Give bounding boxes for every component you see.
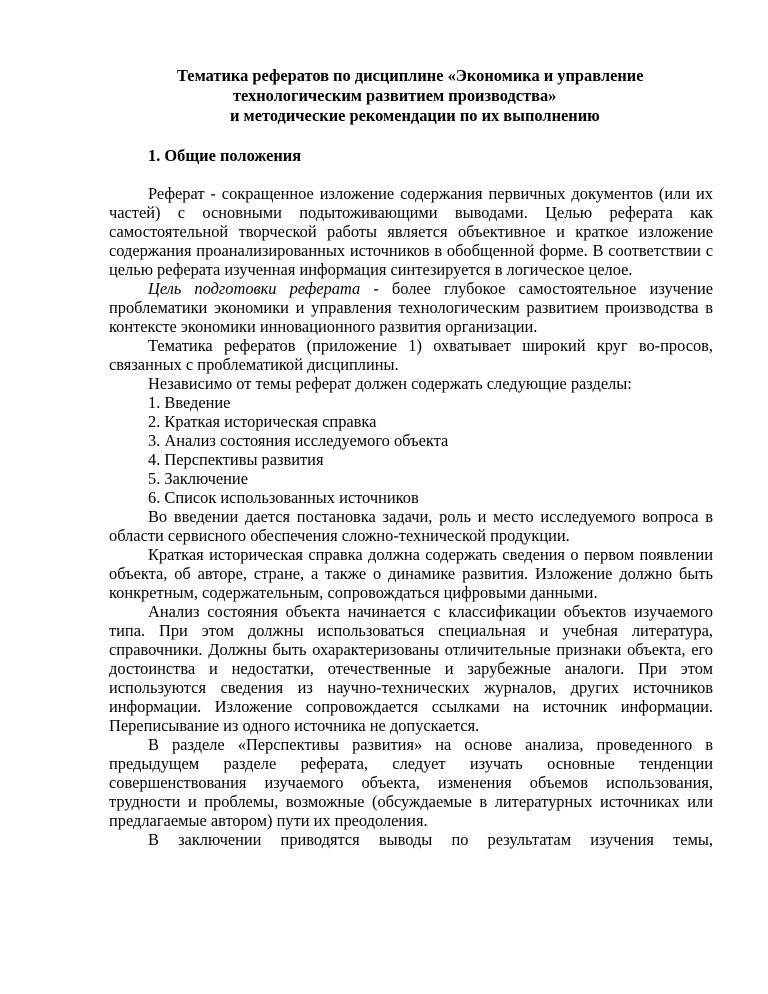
list-item: 4. Перспективы развития bbox=[148, 450, 324, 469]
paragraph-perspectives: В разделе «Перспективы развития» на основе анализа, проведенного в предыдущем разделе реферата, следует изучать основные тенденции совершенствования изучаемого объекта, изменения объемов использования, трудности и проблемы, возможные (обсуждаемые в литературных источниках или предлагаемые автором) пути их преодоления. bbox=[109, 735, 713, 830]
paragraph-definition: Реферат - сокращенное изложение содержания первичных документов (или их частей) с основными подытоживающими выводами. Целью реферата как самостоятельной творческой работы является объективное и краткое изложение содержания проанализированных источников в обобщенной форме. В соответствии с целью реферата изученная информация синтезируется в логическое целое. bbox=[109, 184, 713, 279]
paragraph-sections-intro: Независимо от темы реферат должен содержать следующие разделы: bbox=[148, 374, 632, 393]
title-line-3: и методические рекомендации по их выполнению bbox=[230, 106, 600, 125]
goal-text: - более глубокое самостоятельное изучение проблематики экономики и управления технологическим развитием производства в контексте экономики инновационного развития организации. bbox=[109, 279, 713, 336]
list-item: 3. Анализ состояния исследуемого объекта bbox=[148, 431, 449, 450]
document-title bbox=[0, 66, 768, 126]
list-item: 5. Заключение bbox=[148, 469, 248, 488]
paragraph-introduction: Во введении дается постановка задачи, роль и место исследуемого вопроса в области сервисного обеспечения сложно-технической продукции. bbox=[109, 507, 713, 545]
title-line-1: Тематика рефератов по дисциплине «Экономика и управление bbox=[177, 66, 644, 85]
goal-term: Цель подготовки реферата bbox=[148, 279, 361, 298]
section-heading: 1. Общие положения bbox=[148, 146, 302, 165]
list-item: 6. Список использованных источников bbox=[148, 488, 419, 507]
paragraph-topics: Тематика рефератов (приложение 1) охватывает широкий круг во-просов, связанных с проблематикой дисциплины. bbox=[109, 336, 713, 374]
paragraph-analysis: Анализ состояния объекта начинается с классификации объектов изучаемого типа. При этом должны использоваться специальная и учебная литература, справочники. Должны быть охарактеризованы отличительные признаки объекта, его достоинства и недостатки, отечественные и зарубежные аналоги. При этом используются сведения из научно-технических журналов, других источников информации. Изложение сопровождается ссылками на источник информации. Переписывание из одного источника не допускается. bbox=[109, 602, 713, 735]
paragraph-history: Краткая историческая справка должна содержать сведения о первом появлении объекта, об авторе, стране, а также о динамике развития. Изложение должно быть конкретным, содержательным, сопровождаться цифровыми данными. bbox=[109, 545, 713, 602]
list-item: 1. Введение bbox=[148, 393, 231, 412]
list-item: 2. Краткая историческая справка bbox=[148, 412, 377, 431]
paragraph-conclusion: В заключении приводятся выводы по результатам изучения темы, bbox=[148, 830, 713, 849]
paragraph-goal bbox=[109, 279, 713, 336]
title-line-2: технологическим развитием производства» bbox=[233, 86, 557, 105]
document-body bbox=[109, 184, 713, 849]
